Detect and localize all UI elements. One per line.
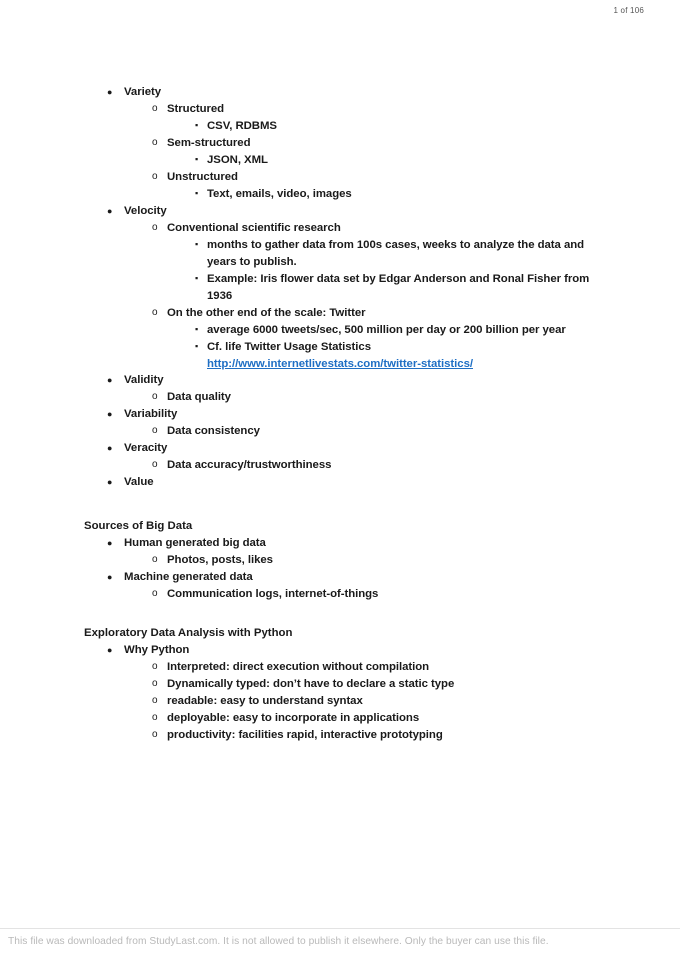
bullet-dot-icon (107, 203, 125, 220)
outline-item-variability (124, 406, 624, 423)
bullet-circle-icon (152, 552, 170, 568)
outline-item-python-reason (167, 693, 627, 710)
outline-label: Sem-structured (167, 137, 251, 149)
outline-label: Conventional scientific research (167, 222, 341, 234)
bullet-circle-icon (152, 457, 170, 473)
outline-item-structured (167, 101, 627, 118)
outline-item-twitter-detail-1 (207, 322, 607, 339)
bullet-circle-icon (152, 659, 170, 675)
bullet-circle-icon (152, 305, 170, 321)
bullet-circle-icon (152, 169, 170, 185)
section-spacer (0, 491, 680, 518)
outline-item-machine-generated (124, 569, 624, 586)
outline-item-python-reason (167, 710, 627, 727)
outline-label: Data accuracy/trustworthiness (167, 459, 332, 471)
outline-item-conventional-detail-1 (207, 237, 607, 271)
footer-divider (0, 928, 680, 929)
outline-label: Interpreted: direct execution without compilation (167, 661, 430, 673)
bullet-dot-icon (107, 569, 125, 586)
outline-label: Data consistency (167, 425, 260, 437)
outline-item-conventional-research (167, 220, 627, 237)
outline-label: Machine generated data (124, 571, 253, 583)
bullet-square-icon (195, 237, 213, 252)
bullet-square-icon (195, 186, 213, 201)
outline-item-human-generated-detail (167, 552, 627, 569)
outline-label: Human generated big data (124, 537, 266, 549)
bullet-circle-icon (152, 423, 170, 439)
outline-label: Structured (167, 103, 225, 115)
outline-label: Veracity (124, 442, 168, 454)
outline-label: Unstructured (167, 171, 238, 183)
bullet-circle-icon (152, 693, 170, 709)
outline-item-value (124, 474, 624, 491)
outline-item-velocity (124, 203, 624, 220)
outline-item-python-reason (167, 676, 627, 693)
bullet-dot-icon (107, 474, 125, 491)
outline-item-data-accuracy (167, 457, 627, 474)
outline-label: Dynamically typed: don’t have to declare a static type (167, 678, 455, 690)
outline-label: On the other end of the scale: Twitter (167, 307, 366, 319)
outline-label: Data quality (167, 391, 231, 403)
bullet-circle-icon (152, 389, 170, 405)
outline-item-conventional-detail-2 (207, 271, 607, 305)
bullet-circle-icon (152, 727, 170, 743)
bullet-dot-icon (107, 372, 125, 389)
bullet-square-icon (195, 152, 213, 167)
bullet-circle-icon (152, 135, 170, 151)
outline-item-data-consistency (167, 423, 627, 440)
outline-item-why-python (124, 642, 624, 659)
bullet-dot-icon (107, 535, 125, 552)
outline-item-machine-generated-detail (167, 586, 627, 603)
outline-label: Communication logs, internet-of-things (167, 588, 379, 600)
outline-label: productivity: facilities rapid, interactive prototyping (167, 729, 443, 741)
outline-item-semi-structured-examples (207, 152, 607, 169)
outline-label: deployable: easy to incorporate in applications (167, 712, 420, 724)
outline-item-unstructured (167, 169, 627, 186)
outline-label: Text, emails, video, images (207, 188, 352, 200)
bullet-dot-icon (107, 440, 125, 457)
outline-item-validity (124, 372, 624, 389)
outline-item-twitter-detail-2 (207, 339, 607, 372)
section-spacer (0, 603, 680, 625)
outline-item-data-quality (167, 389, 627, 406)
outline-label: Value (124, 476, 154, 488)
outline-item-semi-structured (167, 135, 627, 152)
bullet-dot-icon (107, 642, 125, 659)
outline-item-python-reason (167, 659, 627, 676)
bullet-square-icon (195, 322, 213, 337)
bullet-square-icon (195, 339, 213, 354)
outline-label: Photos, posts, likes (167, 554, 273, 566)
page-counter: 1 of 106 (613, 6, 644, 15)
outline-label: Velocity (124, 205, 167, 217)
outline-label: Example: Iris flower data set by Edgar Anderson and Ronal Fisher from 1936 (207, 273, 590, 302)
outline-item-veracity (124, 440, 624, 457)
bullet-circle-icon (152, 676, 170, 692)
document-body (0, 84, 680, 744)
outline-label: CSV, RDBMS (207, 120, 277, 132)
bullet-dot-icon (107, 84, 125, 101)
bullet-circle-icon (152, 710, 170, 726)
outline-label: months to gather data from 100s cases, weeks to analyze the data and years to publish. (207, 239, 585, 268)
outline-item-twitter-scale (167, 305, 627, 322)
outline-label: Validity (124, 374, 164, 386)
outline-label: average 6000 tweets/sec, 500 million per day or 200 billion per year (207, 324, 566, 336)
outline-item-human-generated (124, 535, 624, 552)
outline-item-variety (124, 84, 624, 101)
outline-label: JSON, XML (207, 154, 268, 166)
bullet-circle-icon (152, 101, 170, 117)
outline-item-unstructured-examples (207, 186, 607, 203)
footer-watermark-note: This file was downloaded from StudyLast.com. It is not allowed to publish it elsewhere. Only the buyer can use this file. (8, 936, 549, 947)
section-heading-python: Exploratory Data Analysis with Python (84, 627, 293, 639)
bullet-circle-icon (152, 220, 170, 236)
outline-label: Why Python (124, 644, 190, 656)
bullet-square-icon (195, 271, 213, 286)
bullet-circle-icon (152, 586, 170, 602)
outline-item-structured-examples (207, 118, 607, 135)
bullet-dot-icon (107, 406, 125, 423)
bullet-square-icon (195, 118, 213, 133)
outline-label: Variety (124, 86, 162, 98)
twitter-statistics-link[interactable]: http://www.internetlivestats.com/twitter-statistics/ (207, 358, 473, 370)
outline-label: Variability (124, 408, 178, 420)
outline-item-python-reason (167, 727, 627, 744)
outline-label: readable: easy to understand syntax (167, 695, 363, 707)
outline-label: Cf. life Twitter Usage Statistics (207, 341, 371, 353)
section-heading-sources: Sources of Big Data (84, 520, 193, 532)
